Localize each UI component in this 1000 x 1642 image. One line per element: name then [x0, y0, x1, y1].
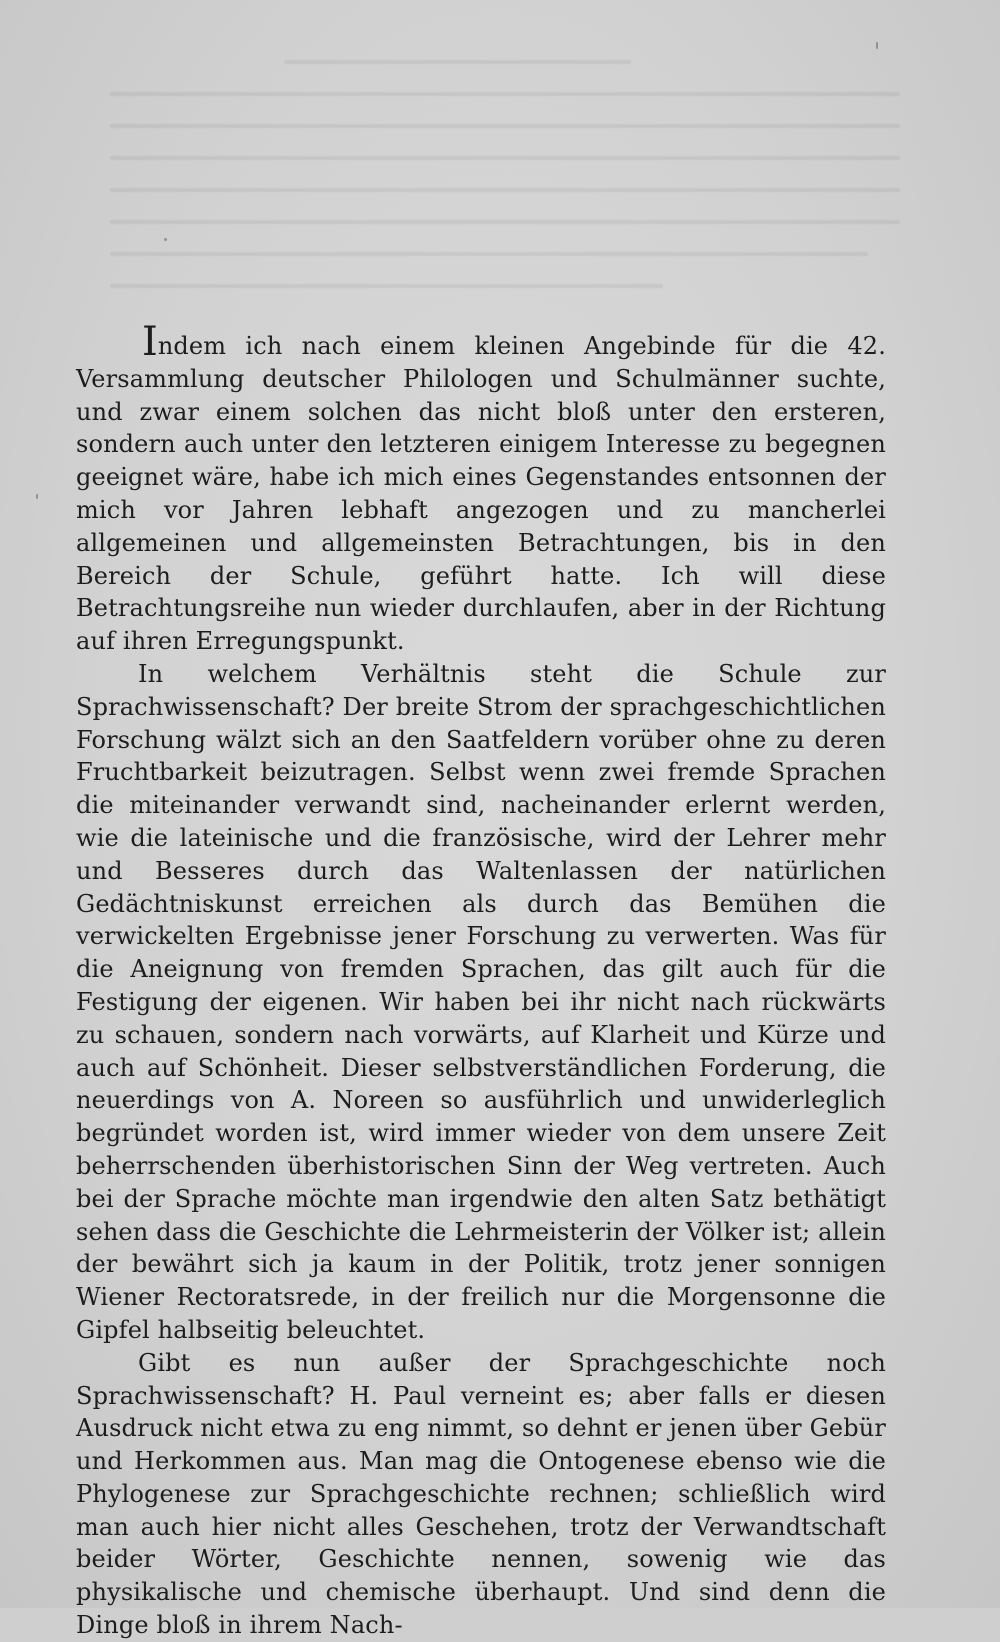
paper-speck — [36, 494, 38, 499]
body-text — [76, 319, 886, 1642]
drop-initial: I — [142, 319, 158, 365]
paper-speck — [164, 238, 167, 241]
paper-speck — [876, 42, 878, 49]
paragraph: Gibt es nun außer der Sprachgeschichte noch Sprachwissenschaft? H. Paul verneint es; aber falls er diesen Ausdruck nicht etwa zu eng nimmt, so dehnt er jenen über Gebür und Herkommen aus. Man mag die Ontogenese ebenso wie die Phylogenese zur Sprachgeschichte rechnen; schließlich wird man auch hier nicht alles Geschehen, trotz der Verwandtschaft beider Wörter, Geschichte nennen, sowenig wie das physikalische und chemische überhaupt. Und sind denn die Dinge bloß in ihrem Nach- — [76, 1348, 886, 1640]
paragraph-text: ndem ich nach einem kleinen Angebinde für die 42. Versammlung deutscher Philologen und Schulmänner suchte, und zwar einem solchen das nicht bloß unter den ersteren, sondern auch unter den letzteren einigem Interesse zu begegnen geeignet wäre, habe ich mich eines Gegenstandes entsonnen der mich vor Jahren lebhaft angezogen und zu mancherlei allgemeinen und allgemeinsten Betrachtungen, bis in den Bereich der Schule, geführt hatte. Ich will diese Betrachtungsreihe nun wieder durchlaufen, aber in der Richtung auf ihren Erregungspunkt. — [76, 332, 886, 656]
paragraph — [76, 319, 886, 658]
show-through-text — [110, 60, 900, 330]
paragraph: In welchem Verhältnis steht die Schule zur Sprachwissenschaft? Der breite Strom der sprachgeschichtlichen Forschung wälzt sich an den Saatfeldern vorüber ohne zu deren Fruchtbarkeit beizutragen. Selbst wenn zwei fremde Sprachen die miteinander verwandt sind, nacheinander erlernt werden, wie die lateinische und die französische, wird der Lehrer mehr und Besseres durch das Waltenlassen der natürlichen Gedächtniskunst erreichen als durch das Bemühen die verwickelten Ergebnisse jener Forschung zu verwerten. Was für die Aneignung von fremden Sprachen, das gilt auch für die Festigung der eigenen. Wir haben bei ihr nicht nach rückwärts zu schauen, sondern nach vorwärts, auf Klarheit und Kürze und auch auf Schönheit. Dieser selbstverständlichen Forderung, die neuerdings von A. Noreen so ausführlich und unwiderleglich begründet worden ist, wird immer wieder von dem unsere Zeit beherrschenden überhistorischen Sinn der Weg vertreten. Auch bei der Sprache möchte man irgendwie den alten Satz bethätigt sehen dass die Geschichte die Lehrmeisterin der Völker ist; allein der bewährt sich ja kaum in der Politik, trotz jener sonnigen Wiener Rectoratsrede, in der freilich nur die Morgensonne die Gipfel halbseitig beleuchtet. — [76, 659, 886, 1344]
